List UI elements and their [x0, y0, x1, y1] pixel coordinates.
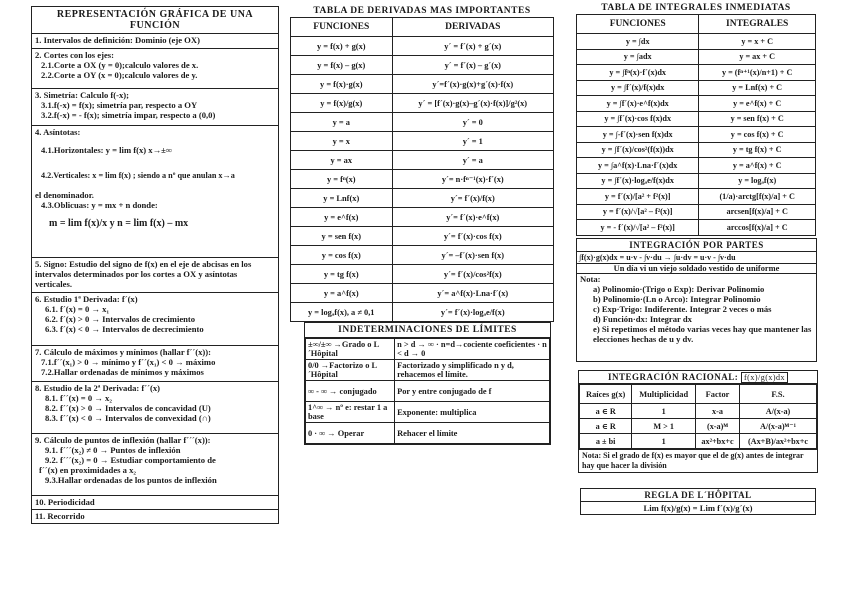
indetermination-row [306, 360, 550, 381]
rational-row-cell: (x-a)ᴹ [696, 419, 740, 434]
integral-row-cell: y = (fⁿ⁺¹(x)/n+1) + C [699, 65, 816, 81]
derivative-row-cell: y = a^f(x) [291, 284, 393, 303]
derivatives-table [290, 17, 554, 322]
rational-row-cell: A/(x-a)ᴹ⁻¹ [740, 419, 817, 434]
indeterminations-table [305, 338, 550, 444]
derivative-row-cell: y = Lnf(x) [291, 189, 393, 208]
indetermination-row-cell: 0 · ∞ → Operar [306, 423, 395, 444]
integral-row-cell: y = ∫dx [577, 34, 699, 50]
derivative-row-cell: y´ = f´(x) – g´(x) [392, 56, 553, 75]
parts-formula: ∫f(x)·g(x)dx = u·v - ∫v·du → ∫u·dv = u·v - ∫v·du [577, 252, 816, 264]
integral-row [577, 142, 816, 158]
list-item: e) Si repetimos el método varias veces hay que mantener las elecciones hechas de u y dv. [593, 324, 812, 344]
derivative-row [291, 227, 554, 246]
rational-note: Nota: Si el grado de f(x) es mayor que el de g(x) antes de integrar hay que hacer la división [579, 449, 817, 472]
rational-row-cell: a ± bi [580, 434, 632, 449]
graphing-title: REPRESENTACIÓN GRÁFICA DE UNA FUNCIÓN [56, 9, 254, 31]
derivative-row [291, 37, 554, 56]
integral-row-cell: y = e^f(x) + C [699, 96, 816, 112]
derivative-row-cell: y = sen f(x) [291, 227, 393, 246]
integral-row-cell: y = ∫f´(x)·logₐe/f(x)dx [577, 173, 699, 189]
derivative-row-cell: y = logₐf(x), a ≠ 0,1 [291, 303, 393, 322]
integral-row [577, 189, 816, 205]
indetermination-row-cell: Exponente: multiplica [395, 402, 550, 423]
integral-row-cell: arcsen[f(x)/a] + C [699, 204, 816, 220]
section-1: 1. Intervalos de definición: Dominio (eje OX) [32, 33, 278, 48]
integrals-header-row [577, 15, 816, 34]
list-item: a) Polinomio·(Trigo o Exp): Derivar Polinomio [593, 284, 765, 294]
derivative-row [291, 208, 554, 227]
rational-row-cell: A/(x-a) [740, 404, 817, 419]
section-11: 11. Recorrido [32, 509, 278, 523]
section-6: 6. Estudio 1ª Derivada: f´(x) 6.1. f´(x) = 0 → x₁ 6.2. f´(x) > 0 → Intervalos de crecimiento 6.3. f´(x) < 0 → Intervalos de decrecimiento [32, 292, 278, 345]
derivative-row [291, 94, 554, 113]
integral-row [577, 173, 816, 189]
indetermination-row [306, 339, 550, 360]
indetermination-row-cell: Rehacer el límite [395, 423, 550, 444]
col-header: DERIVADAS [392, 18, 553, 37]
integral-row [577, 80, 816, 96]
derivative-row [291, 56, 554, 75]
section-5: 5. Signo: Estudio del signo de f(x) en el eje de abcisas en los intervalos determinados por los cortes a OX y asíntotas verticales. [32, 257, 278, 292]
derivatives-title: TABLA DE DERIVADAS MAS IMPORTANTES [313, 6, 531, 16]
integral-row-cell: arccos[f(x)/a] + C [699, 220, 816, 236]
derivative-row [291, 170, 554, 189]
integral-row-cell: y = sen f(x) + C [699, 111, 816, 127]
rational-row-cell: x-a [696, 404, 740, 419]
indeterminations-title: INDETERMINACIONES DE LÍMITES [305, 323, 550, 338]
indetermination-row-cell: n > d → ∞ · n=d→cociente coeficientes · n < d → 0 [395, 339, 550, 360]
integral-row-cell: y = ∫f´(x)·cos f(x)dx [577, 111, 699, 127]
integral-row-cell: y = x + C [699, 34, 816, 50]
rational-integration-section [578, 370, 818, 473]
derivative-row-cell: y = f(x)/g(x) [291, 94, 393, 113]
list-item: d) Función·dx: Integrar dx [593, 314, 692, 324]
derivative-row-cell: y = f(x) – g(x) [291, 56, 393, 75]
indetermination-row-cell: Factorizado y simplificado n y d, rehacemos el límite. [395, 360, 550, 381]
integral-row-cell: y = cos f(x) + C [699, 127, 816, 143]
integral-row-cell: y = ∫f´(x)·e^f(x)dx [577, 96, 699, 112]
integral-row-cell: y = a^f(x) + C [699, 158, 816, 174]
integral-row-cell: y = tg f(x) + C [699, 142, 816, 158]
integral-row-cell: y = ∫a^f(x)·Lna·f´(x)dx [577, 158, 699, 174]
list-item: c) Exp·Trigo: Indiferente. Integrar 2 veces o más [593, 304, 772, 314]
derivative-row-cell: y = f(x)·g(x) [291, 75, 393, 94]
integral-row [577, 111, 816, 127]
derivative-row-cell: y = cos f(x) [291, 246, 393, 265]
derivative-row [291, 284, 554, 303]
integral-row-cell: y = ax + C [699, 49, 816, 65]
integrals-table [576, 14, 816, 236]
col-header: F.S. [740, 385, 817, 404]
graphing-guide [31, 6, 279, 524]
derivative-row-cell: y´= f´(x)·e^f(x) [392, 208, 553, 227]
rational-row [580, 404, 817, 419]
derivative-row-cell: y´=f´(x)·g(x)+g´(x)·f(x) [392, 75, 553, 94]
integral-row-cell: y = ∫-f´(x)·sen f(x)dx [577, 127, 699, 143]
integral-row [577, 127, 816, 143]
derivative-row-cell: y´ = 1 [392, 132, 553, 151]
indetermination-row [306, 402, 550, 423]
section-8: 8. Estudio de la 2ª Derivada: f´´(x) 8.1. f´´(x) = 0 → x₂ 8.2. f´´(x) > 0 → Intervalos de concavidad (U) 8.3. f´´(x) < 0 → Intervalos de convexidad (∩) [32, 381, 278, 433]
col-header: FUNCIONES [577, 15, 699, 34]
col-header: INTEGRALES [699, 15, 816, 34]
rational-header-row [580, 385, 817, 404]
derivatives-header-row [291, 18, 554, 37]
derivative-row-cell: y´= f´(x)·cos f(x) [392, 227, 553, 246]
parts-integration-section [576, 238, 817, 362]
indetermination-row [306, 423, 550, 444]
integral-row-cell: y = f´(x)/√[a² – f²(x)] [577, 204, 699, 220]
derivative-row [291, 151, 554, 170]
derivative-row-cell: y = a [291, 113, 393, 132]
list-item: b) Polinomio·(Ln o Arco): Integrar Polinomio [593, 294, 761, 304]
parts-title: INTEGRACIÓN POR PARTES [577, 239, 816, 252]
derivative-row-cell: y = e^f(x) [291, 208, 393, 227]
derivative-row-cell: y´= a^f(x)·Lna·f´(x) [392, 284, 553, 303]
integral-row [577, 49, 816, 65]
indetermination-row-cell: ∞ - ∞ → conjugado [306, 381, 395, 402]
section-7: 7. Cálculo de máximos y mínimos (hallar f´´(x)): 7.1.f´´(x₁) > 0 → mínimo y f´´(x₁) < 0 → máximo 7.2.Hallar ordenadas de mínimos y máximos [32, 345, 278, 381]
derivative-row [291, 113, 554, 132]
integral-row-cell: y = Lnf(x) + C [699, 80, 816, 96]
indeterminations-section [304, 322, 551, 445]
derivative-row [291, 75, 554, 94]
derivative-row-cell: y´= f´(x)/f(x) [392, 189, 553, 208]
integral-row [577, 65, 816, 81]
rational-row-cell: 1 [632, 434, 696, 449]
indetermination-row-cell: Por y entre conjugado de f [395, 381, 550, 402]
rational-row-cell: a ∈ R [580, 404, 632, 419]
derivative-row-cell: y = ax [291, 151, 393, 170]
derivative-row-cell: y´ = a [392, 151, 553, 170]
integral-row-cell: y = ∫f´(x)/cos²(f(x))dx [577, 142, 699, 158]
section-9: 9. Cálculo de puntos de inflexión (hallar f´´´(x)): 9.1. f´´´(x₂) ≠ 0 → Puntos de inflexión 9.2. f´´´(x₂) = 0 → Estudiar comportamiento de f´´(x) en proximidades a x₂ 9.3.Hallar ordenadas de los puntos de inflexión [32, 433, 278, 495]
integral-row [577, 34, 816, 50]
hopital-section [580, 488, 816, 515]
derivative-row-cell: y = tg f(x) [291, 265, 393, 284]
rational-row [580, 419, 817, 434]
integral-row-cell: y = ∫adx [577, 49, 699, 65]
rational-row-cell: M > 1 [632, 419, 696, 434]
integral-row-cell: y = ∫f´(x)/f(x)dx [577, 80, 699, 96]
derivative-row-cell: y´ = [f´(x)·g(x)–g´(x)·f(x)]/g²(x) [392, 94, 553, 113]
integral-row-cell: y = logₐf(x) [699, 173, 816, 189]
derivative-row-cell: y = x [291, 132, 393, 151]
integral-row-cell: y = ∫fⁿ(x)·f´(x)dx [577, 65, 699, 81]
hopital-formula: Lim f(x)/g(x) = Lim f´(x)/g´(x) [643, 503, 753, 513]
section-4: 4. Asíntotas: 4.1.Horizontales: y = lim f(x) x→±∞ 4.2.Verticales: x = lim f(x) ; siendo a nº que anulan x→a el denominador. 4.3.Oblicuas: y = mx + n donde: m = lim f(x)/x y n = lim f(x) – mx [32, 125, 278, 257]
derivative-row-cell: y´= –f´(x)·sen f(x) [392, 246, 553, 265]
derivative-row [291, 265, 554, 284]
derivative-row [291, 189, 554, 208]
rational-title-box: f(x)/g(x)dx [741, 372, 788, 383]
rational-row-cell: ax²+bx+c [696, 434, 740, 449]
col-header: FUNCIONES [291, 18, 393, 37]
derivative-row-cell: y = f(x) + g(x) [291, 37, 393, 56]
integral-row [577, 220, 816, 236]
rational-row-cell: 1 [632, 404, 696, 419]
derivatives-section [290, 6, 554, 322]
integrals-title: TABLA DE INTEGRALES INMEDIATAS [601, 3, 791, 13]
derivative-row [291, 303, 554, 322]
rational-row [580, 434, 817, 449]
indetermination-row [306, 381, 550, 402]
section-2: 2. Cortes con los ejes: 2.1.Corte a OX (y = 0);calculo valores de x. 2.2.Corte a OY (x = 0);calculo valores de y. [32, 48, 278, 88]
integral-row [577, 158, 816, 174]
parts-mnemonic: Un día vi un viejo soldado vestido de uniforme [577, 264, 816, 274]
indetermination-row-cell: 0/0 →Factorizo o L´Hôpital [306, 360, 395, 381]
hopital-title: REGLA DE L´HÔPITAL [581, 489, 815, 502]
derivative-row [291, 246, 554, 265]
section-3: 3. Simetría: Calculo f(-x); 3.1.f(-x) = f(x); simetría par, respecto a OY 3.2.f(-x) = - f(x); simetría impar, respecto a (0,0) [32, 88, 278, 125]
integrals-section [576, 3, 816, 236]
col-header: Raíces g(x) [580, 385, 632, 404]
integral-row-cell: y = - f´(x)/√[a² – f²(x)] [577, 220, 699, 236]
rational-title: INTEGRACIÓN RACIONAL: f(x)/g(x)dx [579, 371, 817, 384]
rational-row-cell: a ∈ R [580, 419, 632, 434]
integral-row [577, 204, 816, 220]
integral-row-cell: y = f´(x)/[a² + f²(x)] [577, 189, 699, 205]
col-header: Multiplicidad [632, 385, 696, 404]
derivative-row-cell: y´ = f´(x) + g´(x) [392, 37, 553, 56]
section-10: 10. Periodicidad [32, 495, 278, 509]
integral-row [577, 96, 816, 112]
col-header: Factor [696, 385, 740, 404]
derivative-row-cell: y´= n·fⁿ⁻¹(x)·f´(x) [392, 170, 553, 189]
integral-row-cell: (1/a)·arctg[f(x)/a] + C [699, 189, 816, 205]
derivative-row [291, 132, 554, 151]
indetermination-row-cell: 1^∞ → nº e: restar 1 a base [306, 402, 395, 423]
indetermination-row-cell: ±∞/±∞ →Grado o L´Hôpital [306, 339, 395, 360]
parts-note-list [577, 284, 816, 344]
derivative-row-cell: y´= f´(x)/cos²f(x) [392, 265, 553, 284]
derivative-row-cell: y = fⁿ(x) [291, 170, 393, 189]
parts-note-label: Nota: [580, 274, 601, 284]
derivative-row-cell: y´= f´(x)·logₐe/f(x) [392, 303, 553, 322]
rational-row-cell: (Ax+B)/ax²+bx+c [740, 434, 817, 449]
rational-table [579, 384, 817, 449]
derivative-row-cell: y´ = 0 [392, 113, 553, 132]
